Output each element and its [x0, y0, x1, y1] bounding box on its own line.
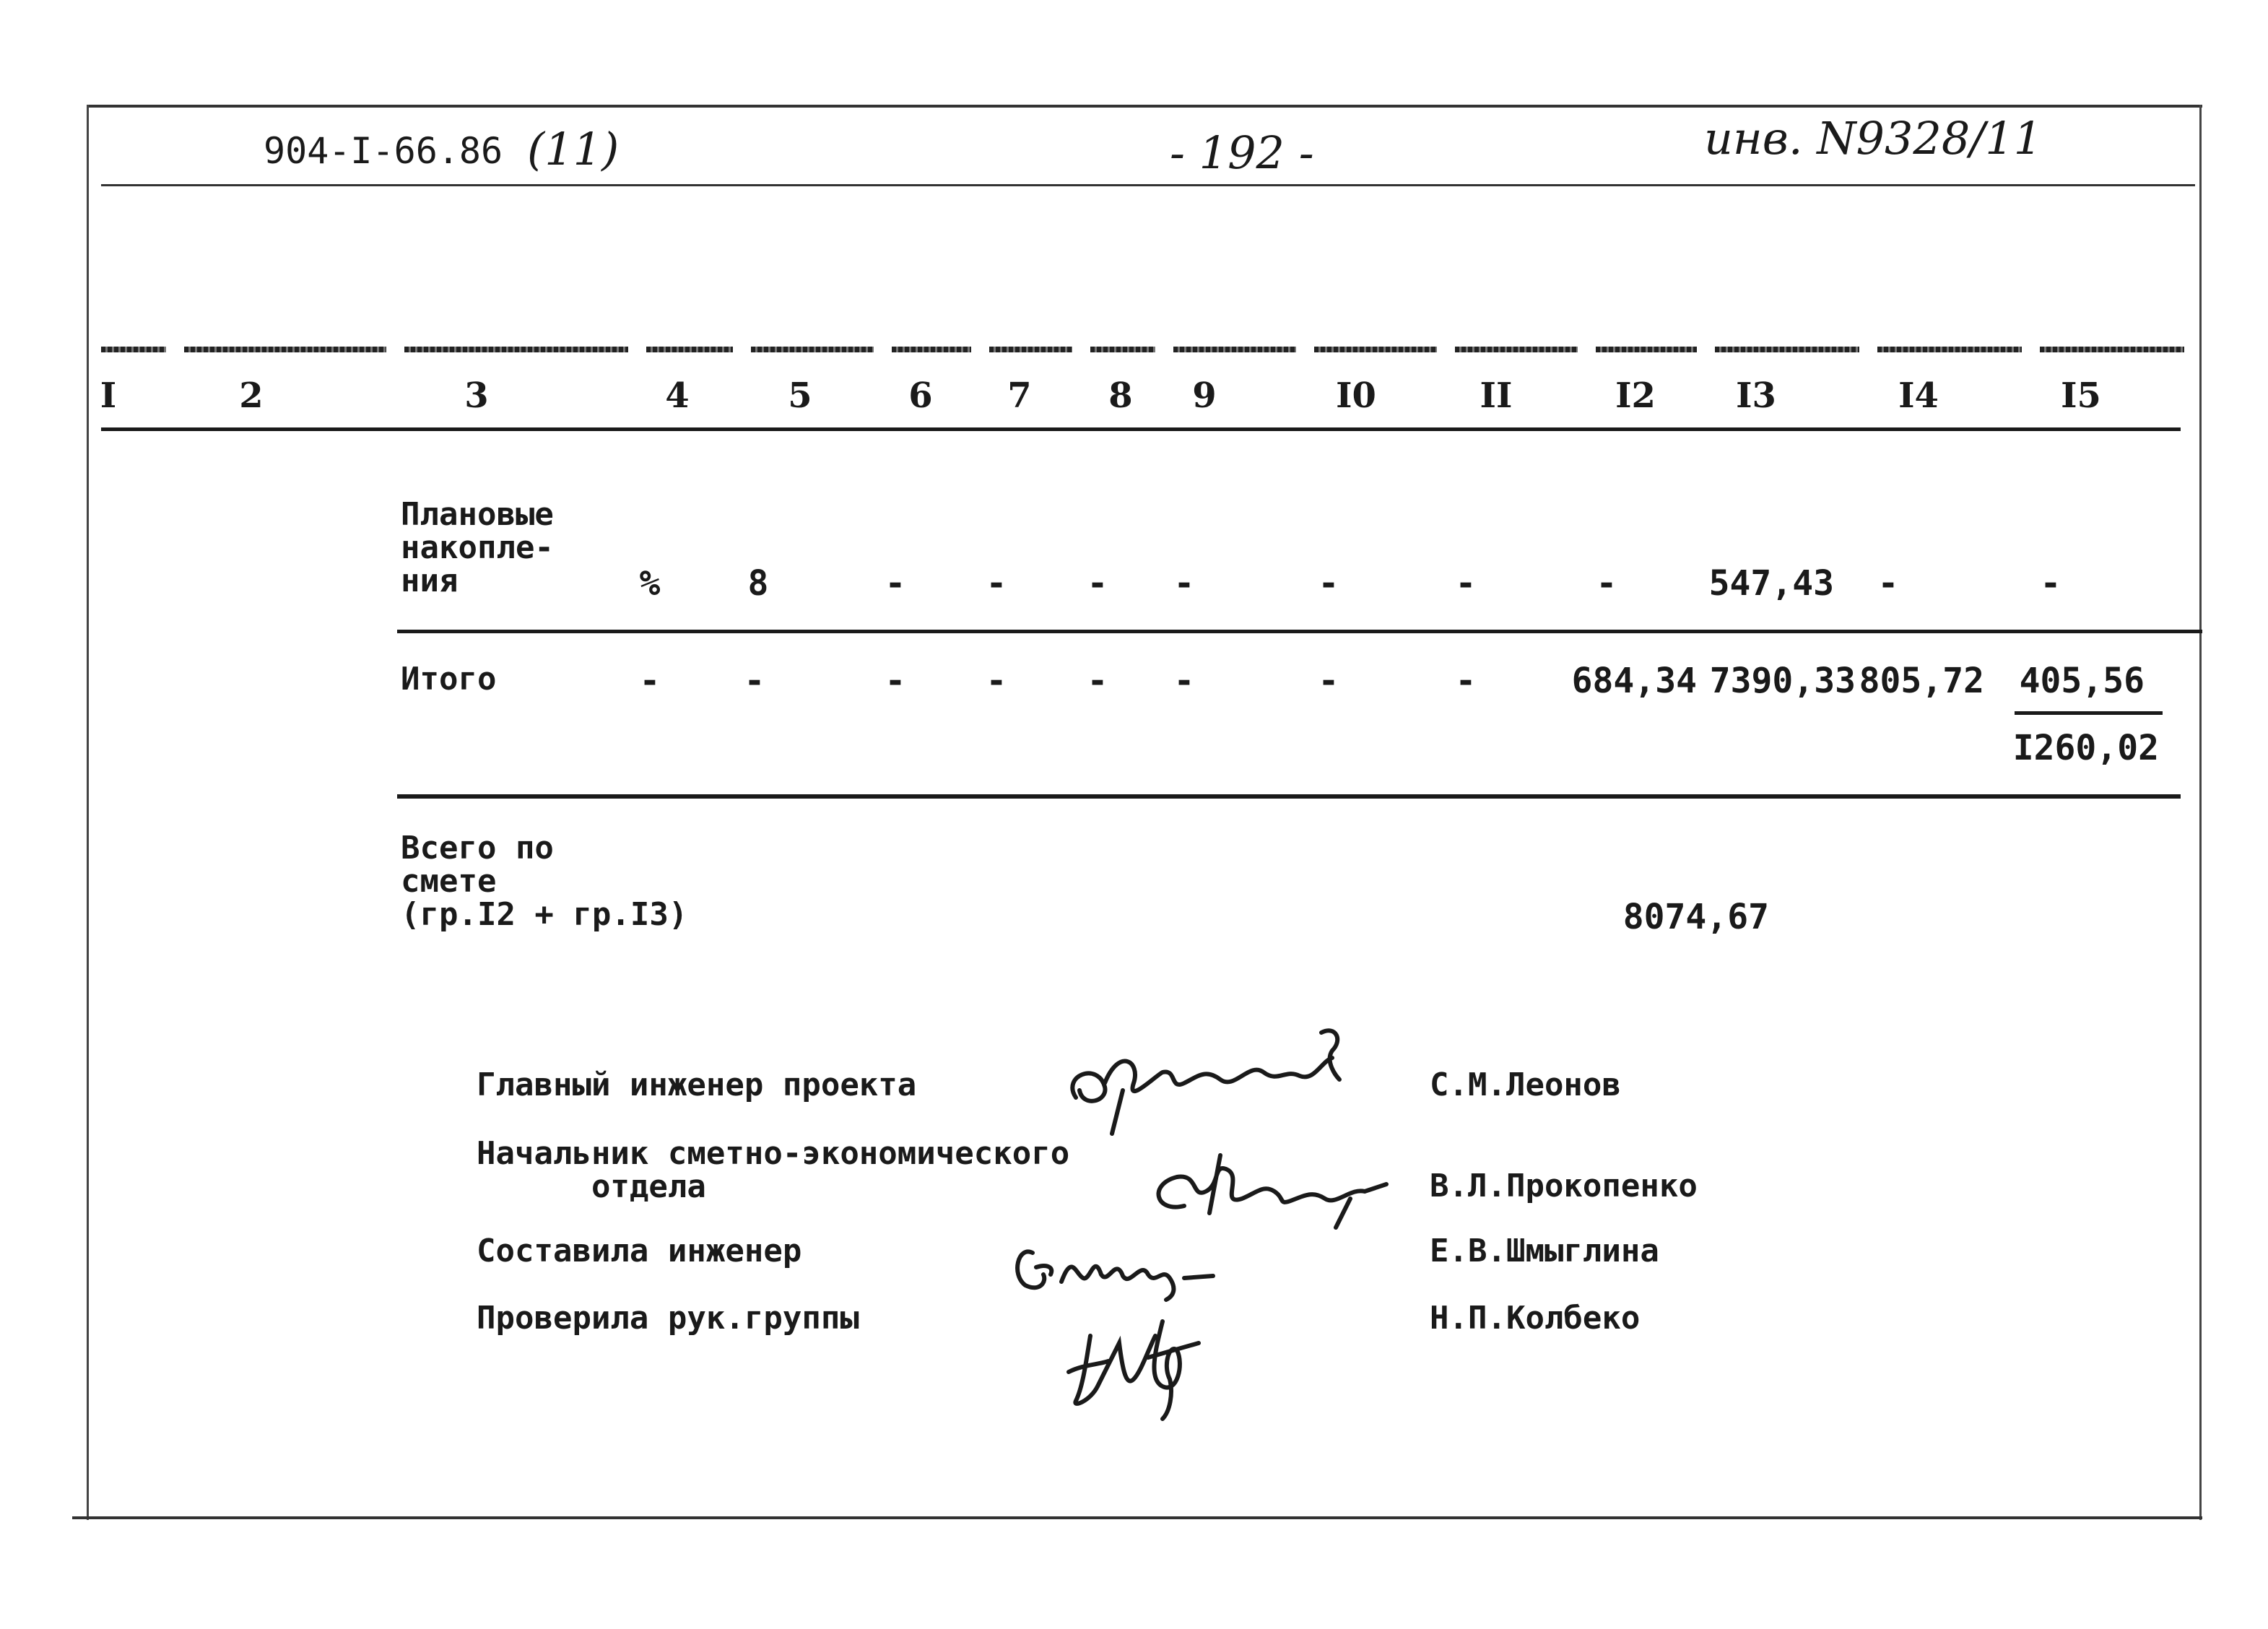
planned-dash: -: [1877, 563, 1899, 604]
header-underline: [101, 184, 2195, 186]
inventory-number: инв. N9328/11: [1704, 112, 2043, 165]
frame-left-border: [87, 105, 89, 1520]
signature-leonov: [1054, 1018, 1365, 1141]
page-number: - 192 -: [1170, 126, 1314, 179]
fraction-rule: [2015, 711, 2163, 715]
total-dash: -: [1087, 661, 1108, 701]
signatory-name: Н.П.Колбеко: [1430, 1300, 1641, 1337]
header-rule-seg: [1715, 347, 1859, 352]
header-rule-seg: [1455, 347, 1578, 352]
total-label: Итого: [401, 661, 497, 698]
total-dash: -: [1173, 661, 1195, 701]
frame-bottom-border: [72, 1516, 2202, 1519]
planned-col13-value: 547,43: [1708, 563, 1834, 604]
column-number: 9: [1192, 375, 1217, 416]
total-col14-value: 805,72: [1859, 661, 1984, 701]
total-dash: -: [885, 661, 906, 701]
total-col12-value: 684,34: [1571, 661, 1697, 701]
header-rule-seg: [404, 347, 628, 352]
header-rule-seg: [1877, 347, 2022, 352]
document-code: 904-I-66.86: [264, 130, 503, 172]
column-number: I3: [1736, 375, 1776, 416]
signature-shmyglina: [1004, 1224, 1242, 1303]
total-bottom-rule: [397, 794, 2181, 799]
header-bottom-rule: [101, 427, 2181, 431]
header-rule-seg: [184, 347, 386, 352]
grand-total-label: Всего по смете (гр.I2 + гр.I3): [401, 830, 688, 933]
column-number: 3: [464, 375, 489, 416]
header-rule-seg: [2040, 347, 2184, 352]
sheet-mark: (11): [527, 123, 620, 175]
planned-unit: %: [639, 563, 661, 604]
frame-top-border: [87, 105, 2202, 108]
planned-dash: -: [1087, 563, 1108, 604]
signatory-title: Главный инженер проекта: [477, 1067, 917, 1103]
header-rule-seg: [646, 347, 733, 352]
grand-total-value: 8074,67: [1622, 897, 1769, 937]
signatory-name: В.Л.Прокопенко: [1430, 1168, 1698, 1204]
column-number: I4: [1898, 375, 1939, 416]
column-number: I: [100, 375, 117, 416]
column-number: I0: [1336, 375, 1376, 416]
signatory-title: Проверила рук.группы: [477, 1300, 859, 1337]
total-dash: -: [1455, 661, 1477, 701]
header-rule-seg: [1173, 347, 1296, 352]
header-rule-seg: [1314, 347, 1437, 352]
planned-dash: -: [2040, 563, 2061, 604]
total-col15-bottom-value: I260,02: [2012, 728, 2159, 768]
planned-rate: 8: [747, 563, 769, 604]
column-number: 8: [1108, 375, 1133, 416]
total-dash: -: [1318, 661, 1339, 701]
total-dash: -: [639, 661, 661, 701]
signatory-name: Е.В.Шмыглина: [1430, 1233, 1659, 1269]
total-dash: -: [986, 661, 1007, 701]
frame-right-border: [2199, 105, 2202, 1520]
column-number: 5: [788, 375, 812, 416]
header-rule-seg: [101, 347, 166, 352]
total-col15-top-value: 405,56: [2019, 661, 2145, 701]
header-rule-seg: [1596, 347, 1697, 352]
column-number: I5: [2061, 375, 2101, 416]
column-number: 2: [239, 375, 264, 416]
planned-dash: -: [1596, 563, 1617, 604]
header-rule-seg: [1090, 347, 1155, 352]
planned-dash: -: [885, 563, 906, 604]
header-rule-seg: [989, 347, 1072, 352]
planned-dash: -: [1455, 563, 1477, 604]
column-number: 6: [908, 375, 933, 416]
total-dash: -: [744, 661, 765, 701]
planned-label: Плановые накопле- ния: [401, 496, 554, 599]
header-rule-seg: [892, 347, 971, 352]
planned-dash: -: [1318, 563, 1339, 604]
signature-kolbeko: [1054, 1293, 1228, 1422]
total-col13-value: 7390,33: [1709, 661, 1856, 701]
column-number: 7: [1007, 375, 1032, 416]
planned-bottom-rule: [397, 630, 2202, 633]
column-number: II: [1480, 375, 1513, 416]
header-rule-seg: [751, 347, 874, 352]
column-number: 4: [665, 375, 690, 416]
signatory-name: С.М.Леонов: [1430, 1067, 1621, 1103]
signatory-title: Составила инженер: [477, 1233, 802, 1269]
signatory-title: Начальник сметно-экономического отдела: [477, 1135, 1070, 1205]
column-number: I2: [1615, 375, 1656, 416]
planned-dash: -: [986, 563, 1007, 604]
planned-dash: -: [1173, 563, 1195, 604]
